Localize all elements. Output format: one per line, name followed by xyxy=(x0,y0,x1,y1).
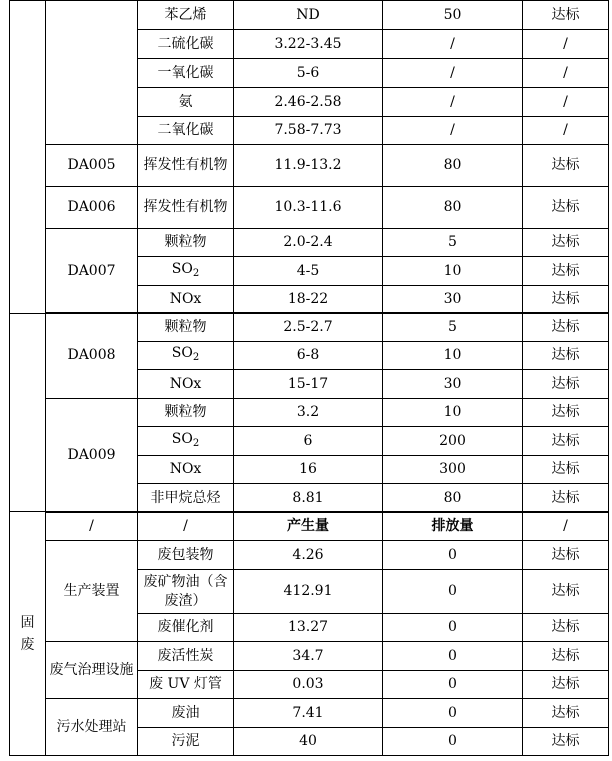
table-row xyxy=(10,399,609,427)
limit-cell: 30 xyxy=(383,370,523,399)
pollutant-cell: 非甲烷总烃 xyxy=(138,484,234,513)
table-row xyxy=(10,699,609,728)
source-cell: 废气治理设施 xyxy=(46,642,138,699)
limit-cell: 80 xyxy=(383,187,523,229)
status-cell: 达标 xyxy=(523,399,609,427)
pollutant-subscript: 2 xyxy=(192,437,200,449)
category-cell-solid-waste xyxy=(10,512,46,756)
waste-item-cell: 废 UV 灯管 xyxy=(138,671,234,699)
value-cell: 3.2 xyxy=(234,399,383,427)
pollutant-main: SO xyxy=(171,345,193,361)
discharged-cell: 0 xyxy=(383,541,523,570)
produced-cell: 4.26 xyxy=(234,541,383,570)
value-cell: 3.22-3.45 xyxy=(234,30,383,59)
outlet-code-cell: DA009 xyxy=(46,399,138,513)
solid-waste-header-row xyxy=(10,512,609,541)
outlet-cell-continued xyxy=(46,1,138,145)
limit-cell: 200 xyxy=(383,427,523,456)
status-cell: 达标 xyxy=(523,699,609,728)
status-cell: 达标 xyxy=(523,642,609,671)
status-cell: 达标 xyxy=(523,286,609,314)
table-row xyxy=(10,642,609,671)
category-cell-gas xyxy=(10,1,46,286)
pollutant-subscript: 2 xyxy=(192,267,200,279)
status-cell: 达标 xyxy=(523,671,609,699)
value-cell: 4-5 xyxy=(234,257,383,286)
value-cell: 10.3-11.6 xyxy=(234,187,383,229)
discharged-cell: 0 xyxy=(383,671,523,699)
value-cell: 18-22 xyxy=(234,286,383,314)
category-cell-gas-lower xyxy=(10,313,46,513)
value-cell: 6-8 xyxy=(234,342,383,370)
status-cell: 达标 xyxy=(523,229,609,257)
limit-cell: 50 xyxy=(383,1,523,30)
value-cell: 16 xyxy=(234,456,383,484)
status-cell: 达标 xyxy=(523,370,609,399)
discharged-cell: 0 xyxy=(383,728,523,756)
table-row xyxy=(10,541,609,570)
discharged-cell: 0 xyxy=(383,642,523,671)
emission-results-table-lower xyxy=(9,312,609,513)
value-cell: 2.5-2.7 xyxy=(234,313,383,342)
limit-cell: / xyxy=(383,88,523,117)
limit-cell: 10 xyxy=(383,257,523,286)
header-produced: 产生量 xyxy=(234,512,383,541)
limit-cell: 10 xyxy=(383,342,523,370)
pollutant-cell xyxy=(138,257,234,286)
source-cell: 生产装置 xyxy=(46,541,138,642)
pollutant-subscript: 2 xyxy=(192,352,200,363)
outlet-code-cell: DA008 xyxy=(46,313,138,399)
pollutant-cell: 挥发性有机物 xyxy=(138,145,234,187)
limit-cell: 300 xyxy=(383,456,523,484)
pollutant-cell xyxy=(138,427,234,456)
value-cell: 2.0-2.4 xyxy=(234,229,383,257)
category-cell-solid xyxy=(10,286,46,314)
pollutant-cell: 二氧化碳 xyxy=(138,117,234,145)
table-row xyxy=(10,187,609,229)
value-cell: 5-6 xyxy=(234,59,383,88)
status-cell: / xyxy=(523,59,609,88)
status-cell: 达标 xyxy=(523,570,609,614)
pollutant-cell: 颗粒物 xyxy=(138,313,234,342)
outlet-code-cell: DA007 xyxy=(46,229,138,314)
waste-item-cell: 污泥 xyxy=(138,728,234,756)
limit-cell: 30 xyxy=(383,286,523,314)
pollutant-cell: 挥发性有机物 xyxy=(138,187,234,229)
pollutant-cell: 氨 xyxy=(138,88,234,117)
produced-cell: 34.7 xyxy=(234,642,383,671)
pollutant-cell: NOx xyxy=(138,286,234,314)
status-cell: 达标 xyxy=(523,728,609,756)
produced-cell: 13.27 xyxy=(234,614,383,642)
waste-item-cell: 废包装物 xyxy=(138,541,234,570)
outlet-code-cell: DA005 xyxy=(46,145,138,187)
status-cell: 达标 xyxy=(523,313,609,342)
produced-cell: 7.41 xyxy=(234,699,383,728)
waste-item-cell: 废矿物油（含废渣） xyxy=(138,570,234,614)
limit-cell: / xyxy=(383,59,523,88)
status-cell: 达标 xyxy=(523,145,609,187)
limit-cell: / xyxy=(383,117,523,145)
status-cell: 达标 xyxy=(523,614,609,642)
produced-cell: 412.91 xyxy=(234,570,383,614)
waste-item-cell: 废催化剂 xyxy=(138,614,234,642)
category-label: 固废 xyxy=(20,614,35,653)
pollutant-cell: 一氧化碳 xyxy=(138,59,234,88)
solid-waste-table xyxy=(9,511,609,756)
emission-results-table xyxy=(9,0,609,314)
pollutant-cell: 苯乙烯 xyxy=(138,1,234,30)
limit-cell: 5 xyxy=(383,229,523,257)
status-cell: 达标 xyxy=(523,187,609,229)
produced-cell: 0.03 xyxy=(234,671,383,699)
table-row xyxy=(10,313,609,342)
value-cell: 7.58-7.73 xyxy=(234,117,383,145)
pollutant-cell: 颗粒物 xyxy=(138,229,234,257)
value-cell: ND xyxy=(234,1,383,30)
status-cell: 达标 xyxy=(523,257,609,286)
produced-cell: 40 xyxy=(234,728,383,756)
status-cell: 达标 xyxy=(523,541,609,570)
value-cell: 8.81 xyxy=(234,484,383,513)
pollutant-main: SO xyxy=(171,430,193,447)
limit-cell: 10 xyxy=(383,399,523,427)
status-cell: 达标 xyxy=(523,484,609,513)
pollutant-cell: 二硫化碳 xyxy=(138,30,234,59)
header-discharged: 排放量 xyxy=(383,512,523,541)
table-row xyxy=(10,229,609,257)
outlet-code-cell: DA006 xyxy=(46,187,138,229)
waste-item-cell: 废活性炭 xyxy=(138,642,234,671)
pollutant-main: SO xyxy=(171,260,193,277)
limit-cell: 80 xyxy=(383,145,523,187)
discharged-cell: 0 xyxy=(383,614,523,642)
pollutant-cell: NOx xyxy=(138,370,234,399)
status-cell: 达标 xyxy=(523,1,609,30)
discharged-cell: 0 xyxy=(383,699,523,728)
status-cell: 达标 xyxy=(523,456,609,484)
limit-cell: 80 xyxy=(383,484,523,513)
status-cell: 达标 xyxy=(523,427,609,456)
value-cell: 15-17 xyxy=(234,370,383,399)
table-row xyxy=(10,145,609,187)
pollutant-cell xyxy=(138,342,234,370)
header-slash-cell: / xyxy=(523,512,609,541)
discharged-cell: 0 xyxy=(383,570,523,614)
value-cell: 6 xyxy=(234,427,383,456)
table-row xyxy=(10,1,609,30)
waste-item-cell: 废油 xyxy=(138,699,234,728)
value-cell: 11.9-13.2 xyxy=(234,145,383,187)
pollutant-cell: 颗粒物 xyxy=(138,399,234,427)
status-cell: 达标 xyxy=(523,342,609,370)
status-cell: / xyxy=(523,117,609,145)
limit-cell: / xyxy=(383,30,523,59)
value-cell: 2.46-2.58 xyxy=(234,88,383,117)
header-slash-cell: / xyxy=(138,512,234,541)
limit-cell: 5 xyxy=(383,313,523,342)
source-cell: 污水处理站 xyxy=(46,699,138,756)
status-cell: / xyxy=(523,30,609,59)
pollutant-cell: NOx xyxy=(138,456,234,484)
status-cell: / xyxy=(523,88,609,117)
header-slash-cell: / xyxy=(46,512,138,541)
